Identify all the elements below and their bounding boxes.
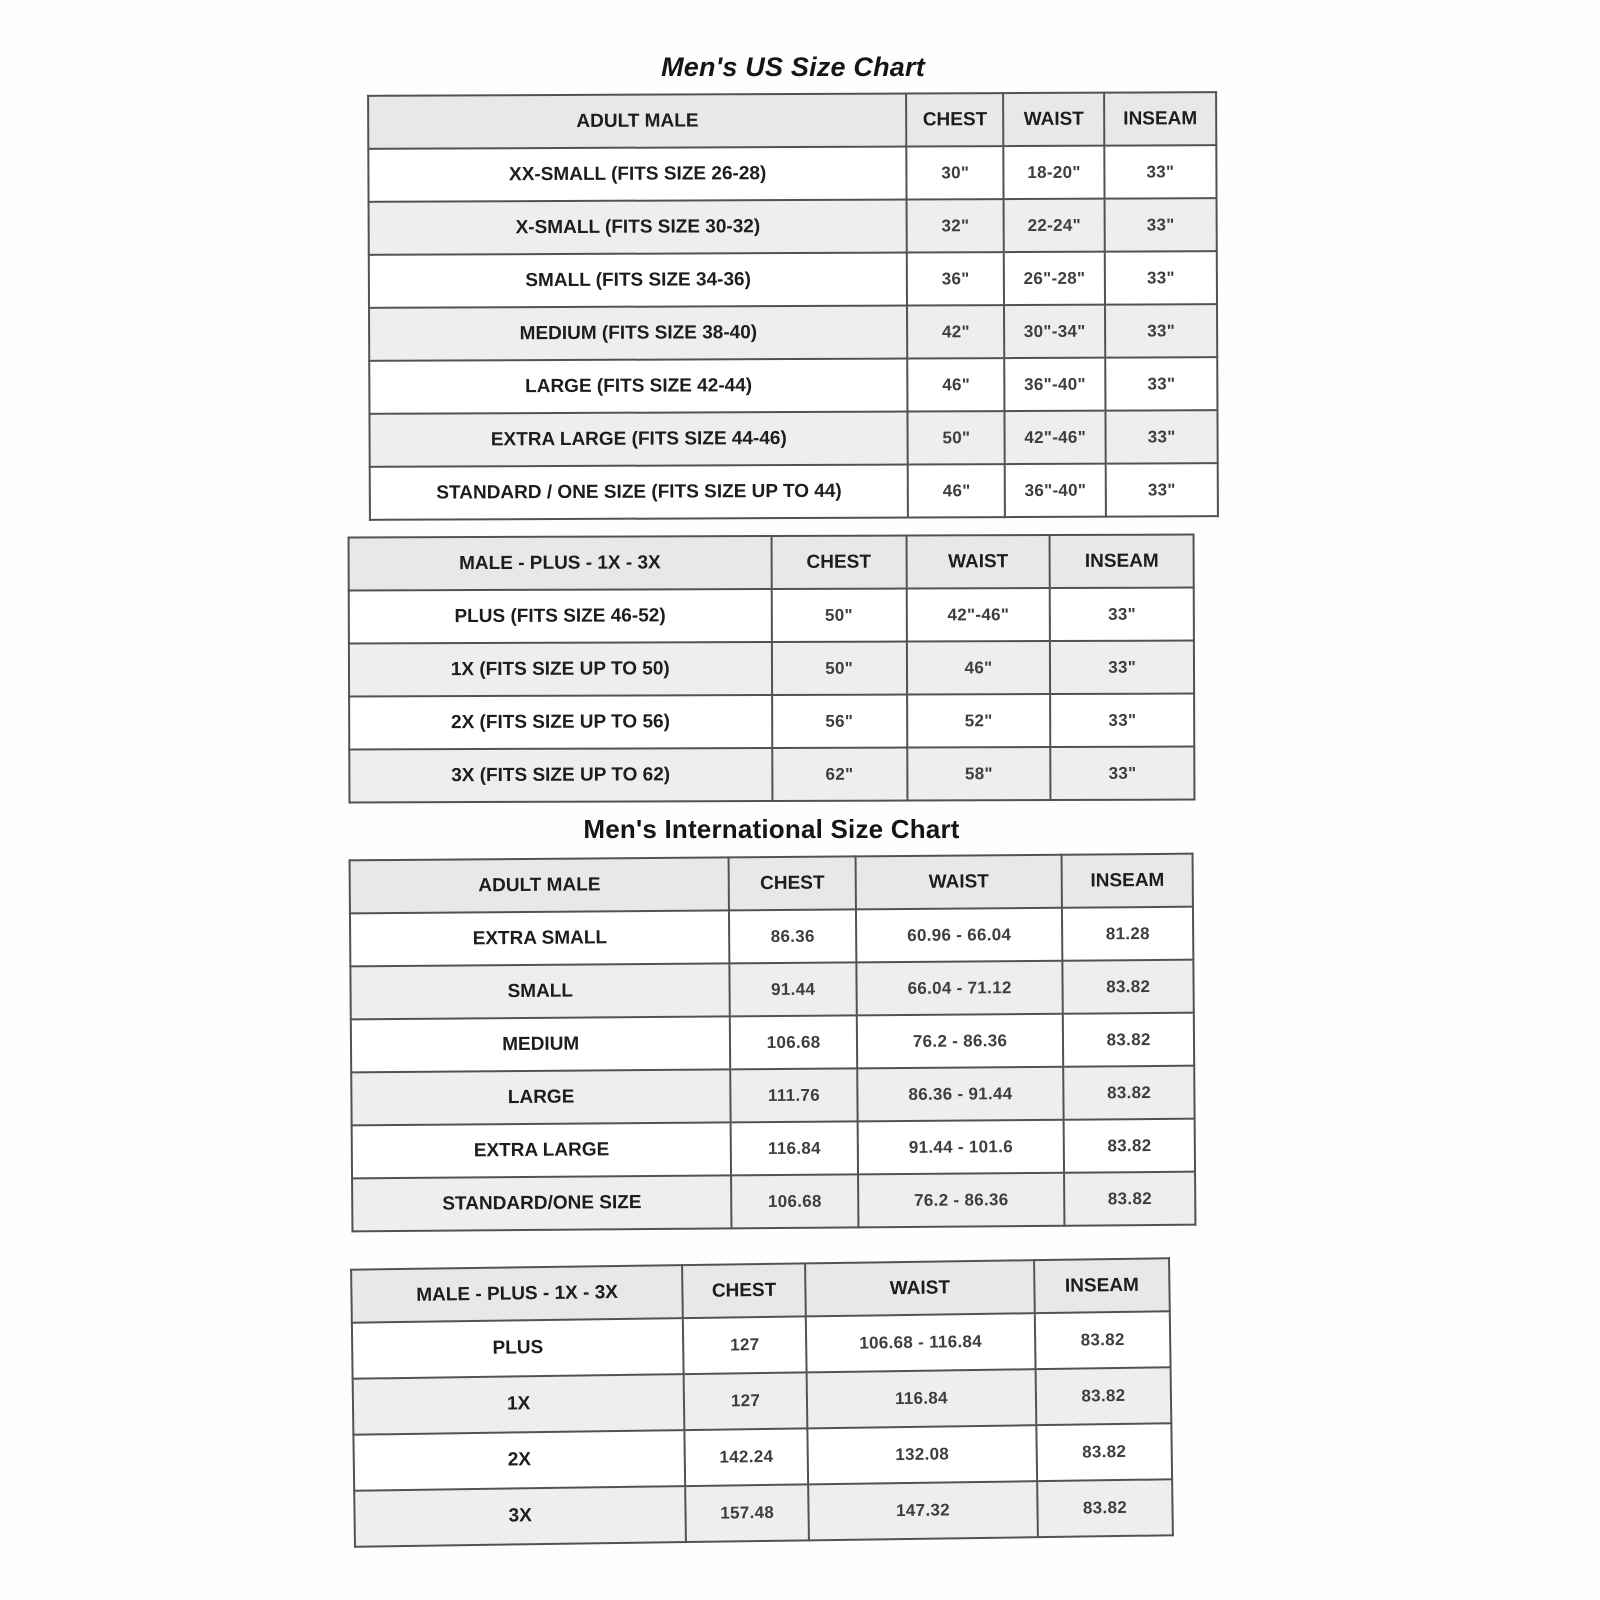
table-row — [351, 1066, 1194, 1126]
inseam-value: 33" — [1105, 198, 1217, 251]
chest-value: 142.24 — [685, 1428, 808, 1486]
waist-value: 26"-28" — [1004, 252, 1105, 305]
column-header-adult-male: ADULT MALE — [368, 94, 907, 149]
table-row — [349, 694, 1194, 750]
chest-value: 91.44 — [730, 962, 857, 1016]
size-label: EXTRA LARGE (FITS SIZE 44-46) — [369, 411, 908, 466]
size-label: STANDARD / ONE SIZE (FITS SIZE UP TO 44) — [370, 464, 909, 519]
international-plus-size-table — [350, 1257, 1174, 1547]
column-header-adult-male: ADULT MALE — [350, 857, 730, 913]
table-row — [349, 747, 1194, 803]
inseam-value: 33" — [1050, 641, 1194, 695]
column-header-chest: CHEST — [907, 93, 1004, 146]
column-header-male-plus: MALE - PLUS - 1X - 3X — [351, 1265, 683, 1323]
waist-value: 46" — [907, 641, 1051, 695]
column-header-chest: CHEST — [682, 1263, 805, 1318]
us-chart-title: Men's US Size Chart — [661, 52, 925, 82]
size-label: SMALL — [350, 963, 730, 1019]
inseam-value: 33" — [1104, 145, 1216, 198]
waist-value: 76.2 - 86.36 — [858, 1173, 1065, 1228]
chest-value: 127 — [683, 1316, 806, 1374]
column-header-inseam: INSEAM — [1050, 535, 1194, 589]
inseam-value: 83.82 — [1035, 1311, 1171, 1369]
inseam-value: 83.82 — [1064, 1119, 1195, 1173]
chest-value: 86.36 — [729, 909, 856, 963]
inseam-value: 33" — [1105, 251, 1217, 304]
inseam-value: 33" — [1105, 357, 1217, 410]
table-row — [370, 463, 1218, 520]
size-label: EXTRA SMALL — [350, 910, 730, 966]
table-row — [369, 251, 1217, 308]
column-header-chest: CHEST — [729, 856, 856, 910]
size-label: 2X — [353, 1430, 685, 1491]
size-label: XX-SMALL (FITS SIZE 26-28) — [368, 147, 907, 202]
table-row — [352, 1172, 1195, 1232]
waist-value: 66.04 - 71.12 — [856, 961, 1063, 1016]
table-row — [369, 198, 1217, 255]
chest-value: 116.84 — [731, 1121, 858, 1175]
table-row — [369, 357, 1217, 414]
waist-value: 132.08 — [807, 1425, 1037, 1484]
us-main-size-table — [367, 91, 1219, 521]
waist-value: 147.32 — [808, 1481, 1038, 1540]
column-header-inseam: INSEAM — [1034, 1258, 1170, 1313]
waist-value: 60.96 - 66.04 — [856, 908, 1063, 963]
size-label: 1X — [353, 1374, 685, 1435]
column-header-waist: WAIST — [906, 535, 1050, 589]
table-row — [349, 588, 1194, 644]
column-header-inseam: INSEAM — [1062, 854, 1193, 908]
waist-value: 58" — [907, 747, 1051, 801]
chest-value: 56" — [772, 695, 907, 748]
table-header-row — [368, 92, 1216, 149]
inseam-value: 33" — [1050, 588, 1194, 642]
chest-value: 62" — [772, 748, 907, 801]
chest-value: 50" — [908, 411, 1005, 464]
waist-value: 91.44 - 101.6 — [857, 1120, 1064, 1175]
international-chart-title: Men's International Size Chart — [583, 814, 960, 844]
table-row — [350, 907, 1193, 967]
international-main-size-table — [349, 853, 1197, 1233]
chest-value: 30" — [907, 146, 1004, 199]
table-row — [369, 304, 1217, 361]
chest-value: 46" — [908, 358, 1005, 411]
us-plus-size-table — [348, 534, 1196, 804]
inseam-value: 81.28 — [1062, 907, 1193, 961]
column-header-waist: WAIST — [805, 1260, 1035, 1316]
chest-value: 106.68 — [731, 1174, 858, 1228]
table-row — [368, 145, 1216, 202]
waist-value: 116.84 — [807, 1369, 1037, 1428]
waist-value: 30"-34" — [1004, 305, 1105, 358]
inseam-value: 83.82 — [1063, 1013, 1194, 1067]
inseam-value: 33" — [1105, 304, 1217, 357]
size-label: 1X (FITS SIZE UP TO 50) — [349, 642, 772, 696]
inseam-value: 83.82 — [1064, 1066, 1195, 1120]
inseam-value: 83.82 — [1036, 1423, 1172, 1481]
waist-value: 22-24" — [1004, 199, 1105, 252]
table-header-row — [349, 535, 1194, 591]
inseam-value: 83.82 — [1037, 1479, 1173, 1537]
chest-value: 127 — [684, 1372, 807, 1430]
size-label: 3X (FITS SIZE UP TO 62) — [349, 748, 772, 802]
waist-value: 42"-46" — [1005, 411, 1106, 464]
chest-value: 106.68 — [730, 1015, 857, 1069]
chest-value: 157.48 — [685, 1484, 808, 1542]
size-label: 2X (FITS SIZE UP TO 56) — [349, 695, 772, 749]
size-label: MEDIUM — [351, 1016, 731, 1072]
chest-value: 50" — [771, 589, 906, 642]
size-label: EXTRA LARGE — [352, 1122, 732, 1178]
chest-value: 42" — [907, 305, 1004, 358]
chest-value: 32" — [907, 199, 1004, 252]
inseam-value: 83.82 — [1064, 1172, 1195, 1226]
column-header-male-plus: MALE - PLUS - 1X - 3X — [349, 536, 772, 590]
size-label: PLUS (FITS SIZE 46-52) — [349, 589, 772, 643]
table-row — [351, 1013, 1194, 1073]
chest-value: 50" — [771, 642, 906, 695]
chest-value: 46" — [908, 464, 1005, 517]
inseam-value: 33" — [1106, 463, 1218, 516]
waist-value: 36"-40" — [1004, 358, 1105, 411]
waist-value: 42"-46" — [906, 588, 1050, 642]
column-header-waist: WAIST — [1003, 93, 1104, 146]
inseam-value: 83.82 — [1036, 1367, 1172, 1425]
size-label: LARGE (FITS SIZE 42-44) — [369, 358, 908, 413]
size-label: X-SMALL (FITS SIZE 30-32) — [369, 200, 908, 255]
chest-value: 36" — [907, 252, 1004, 305]
inseam-value: 33" — [1051, 747, 1195, 801]
column-header-chest: CHEST — [771, 536, 906, 589]
waist-value: 52" — [907, 694, 1051, 748]
size-label: 3X — [354, 1486, 686, 1547]
waist-value: 86.36 - 91.44 — [857, 1067, 1064, 1122]
inseam-value: 83.82 — [1063, 960, 1194, 1014]
inseam-value: 33" — [1050, 694, 1194, 748]
size-label: SMALL (FITS SIZE 34-36) — [369, 253, 908, 308]
inseam-value: 33" — [1106, 410, 1218, 463]
table-row — [354, 1479, 1173, 1546]
table-row — [352, 1119, 1195, 1179]
column-header-inseam: INSEAM — [1104, 92, 1216, 145]
size-label: STANDARD/ONE SIZE — [352, 1175, 732, 1231]
waist-value: 18-20" — [1003, 146, 1104, 199]
table-row — [369, 410, 1217, 467]
waist-value: 76.2 - 86.36 — [857, 1014, 1064, 1069]
chest-value: 111.76 — [731, 1068, 858, 1122]
size-label: PLUS — [352, 1318, 684, 1379]
waist-value: 36"-40" — [1005, 464, 1106, 517]
table-header-row — [350, 854, 1193, 914]
size-label: MEDIUM (FITS SIZE 38-40) — [369, 306, 908, 361]
table-row — [349, 641, 1194, 697]
waist-value: 106.68 - 116.84 — [806, 1313, 1036, 1372]
size-label: LARGE — [351, 1069, 731, 1125]
table-row — [350, 960, 1193, 1020]
column-header-waist: WAIST — [855, 855, 1062, 910]
